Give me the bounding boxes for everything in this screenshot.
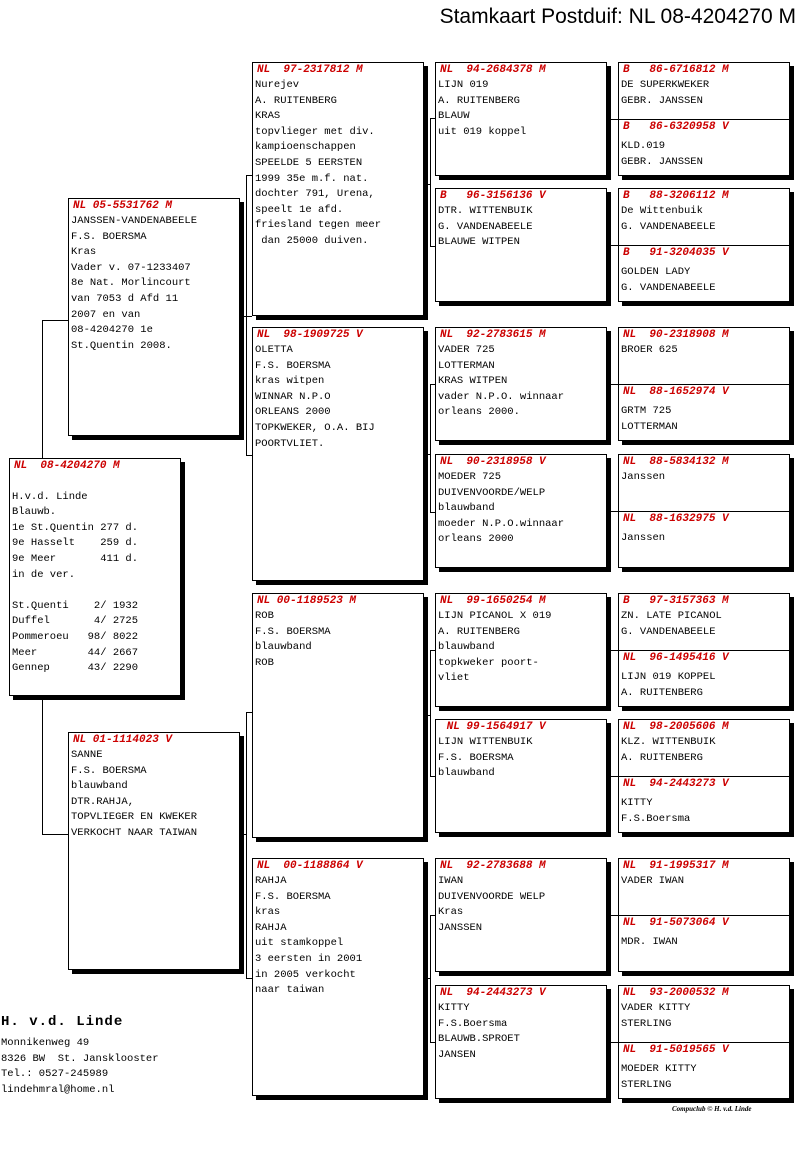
connector-line	[430, 1042, 436, 1043]
ggp-fff-details: LIJN 019 A. RUITENBERG BLAUW uit 019 koppel	[438, 79, 527, 138]
ggp-mfm-details: LIJN WITTENBUIK F.S. BOERSMA blauwband	[438, 736, 533, 780]
granddam-maternal-card	[252, 858, 424, 1096]
grandsire-maternal-ring: NL 00-1189523 M	[257, 595, 357, 607]
ggp-fmf-card	[435, 327, 607, 441]
granddam-maternal-details: RAHJA F.S. BOERSMA kras RAHJA uit stamkoppel 3 eersten in 2001 in 2005 verkocht naar taiwan	[255, 875, 363, 997]
subject-details: H.v.d. Linde Blauwb. 1e St.Quentin 277 d. 9e Hasselt 259 d. 9e Meer 411 d. in de ver. St.Quenti 2/ 1932 Duffel 4/ 2725 Pommeroeu 98/ 8022 Meer 44/ 2667 Gennep 43/ 2290	[12, 490, 139, 675]
gggp-7-ring: NL 88-5834132 M	[623, 456, 729, 468]
gggp-pair-8	[618, 985, 790, 1099]
grandsire-paternal-ring: NL 97-2317812 M	[257, 64, 363, 76]
owner-email[interactable]: lindehmral@home.nl	[1, 1083, 115, 1096]
connector-line	[424, 715, 431, 716]
connector-line	[607, 511, 618, 512]
grandsire-maternal-details: ROB F.S. BOERSMA blauwband ROB	[255, 610, 331, 669]
ggp-mff-card	[435, 593, 607, 707]
ggp-mmm-ring: NL 94-2443273 V	[440, 987, 546, 999]
gggp-14-ring: NL 91-5073064 V	[623, 917, 729, 929]
connector-line	[246, 175, 253, 176]
connector-line	[430, 915, 436, 916]
connector-line	[430, 118, 431, 246]
ggp-fmm-ring: NL 90-2318958 V	[440, 456, 546, 468]
connector-line	[430, 384, 431, 512]
connector-line	[607, 650, 618, 651]
connector-line	[246, 712, 253, 713]
ggp-ffm-details: DTR. WITTENBUIK G. VANDENABEELE BLAUWE WITPEN	[438, 205, 533, 249]
gggp-2-details: KLD.019 GEBR. JANSSEN	[621, 140, 703, 168]
connector-line	[246, 455, 253, 456]
connector-line	[424, 454, 431, 455]
connector-line	[607, 245, 618, 246]
gggp-1-ring: B 86-6716812 M	[623, 64, 729, 76]
gggp-pair-2	[618, 188, 790, 302]
gggp-3-details: De Wittenbuik G. VANDENABEELE	[621, 205, 716, 233]
grandsire-paternal-card	[252, 62, 424, 316]
gggp-pair-6	[618, 719, 790, 833]
ggp-mmf-ring: NL 92-2783688 M	[440, 860, 546, 872]
mother-ring-number: NL 01-1114023 V	[73, 734, 173, 746]
gggp-pair-3	[618, 327, 790, 441]
ggp-mff-details: LIJN PICANOL X 019 A. RUITENBERG blauwband topkweker poort- vliet	[438, 610, 552, 685]
ggp-fmf-details: VADER 725 LOTTERMAN KRAS WITPEN vader N.P.O. winnaar orleans 2000.	[438, 344, 565, 419]
gggp-7-details: Janssen	[621, 471, 666, 483]
ggp-fmm-card	[435, 454, 607, 568]
connector-line	[430, 776, 436, 777]
gggp-8-details: Janssen	[621, 532, 666, 544]
connector-line	[42, 700, 43, 834]
gggp-4-ring: B 91-3204035 V	[623, 247, 729, 259]
gggp-5-ring: NL 90-2318908 M	[623, 329, 729, 341]
ggp-mfm-card	[435, 719, 607, 833]
father-card	[68, 198, 240, 436]
owner-city: 8326 BW St. Jansklooster	[1, 1052, 159, 1065]
connector-line	[607, 776, 618, 777]
ggp-ffm-ring: B 96-3156136 V	[440, 190, 546, 202]
gggp-13-ring: NL 91-1995317 M	[623, 860, 729, 872]
connector-line	[430, 246, 436, 247]
gggp-13-details: VADER IWAN	[621, 875, 685, 887]
connector-line	[430, 650, 431, 776]
connector-line	[430, 118, 436, 119]
subject-ring-number: NL 08-4204270 M	[14, 460, 120, 472]
connector-line	[430, 512, 436, 513]
connector-line	[607, 1042, 618, 1043]
father-ring-number: NL 05-5531762 M	[73, 200, 173, 212]
gggp-3-ring: B 88-3206112 M	[623, 190, 729, 202]
gggp-16-ring: NL 91-5019565 V	[623, 1044, 729, 1056]
grandsire-paternal-details: Nurejev A. RUITENBERG KRAS topvlieger met div. kampioenschappen SPEELDE 5 EERSTEN 1999 35e m.f. nat. dochter 791, Urena, speelt 1e afd. friesland tegen meer dan 25000 duiven.	[255, 79, 382, 247]
gggp-15-details: VADER KITTY STERLING	[621, 1002, 691, 1030]
owner-name: H. v.d. Linde	[1, 1014, 124, 1030]
connector-line	[607, 915, 618, 916]
connector-line	[424, 184, 431, 185]
gggp-10-details: LIJN 019 KOPPEL A. RUITENBERG	[621, 671, 716, 699]
ggp-mmf-details: IWAN DUIVENVOORDE WELP Kras JANSSEN	[438, 875, 546, 934]
gggp-16-details: MOEDER KITTY STERLING	[621, 1063, 697, 1091]
granddam-maternal-ring: NL 00-1188864 V	[257, 860, 363, 872]
father-details: JANSSEN-VANDENABEELE F.S. BOERSMA Kras Vader v. 07-1233407 8e Nat. Morlincourt van 7053 d Afd 11 2007 en van 08-4204270 1e St.Quentin 2008.	[71, 215, 198, 352]
granddam-paternal-card	[252, 327, 424, 581]
owner-street: Monnikenweg 49	[1, 1037, 90, 1049]
gggp-11-details: KLZ. WITTENBUIK A. RUITENBERG	[621, 736, 716, 764]
mother-card	[68, 732, 240, 970]
ggp-fmm-details: MOEDER 725 DUIVENVOORDE/WELP blauwband moeder N.P.O.winnaar orleans 2000	[438, 471, 565, 546]
gggp-15-ring: NL 93-2000532 M	[623, 987, 729, 999]
subject-bird-card	[9, 458, 181, 696]
mother-details: SANNE F.S. BOERSMA blauwband DTR.RAHJA, TOPVLIEGER EN KWEKER VERKOCHT NAAR TAIWAN	[71, 749, 198, 839]
gggp-9-ring: B 97-3157363 M	[623, 595, 729, 607]
granddam-paternal-details: OLETTA F.S. BOERSMA kras witpen WINNAR N.P.O ORLEANS 2000 TOPKWEKER, O.A. BIJ POORTVLIET.	[255, 344, 375, 450]
granddam-paternal-ring: NL 98-1909725 V	[257, 329, 363, 341]
connector-line	[246, 978, 253, 979]
connector-line	[246, 175, 247, 455]
footer-credit: Compuclub © H. v.d. Linde	[672, 1105, 752, 1113]
connector-line	[246, 712, 247, 978]
gggp-11-ring: NL 98-2005606 M	[623, 721, 729, 733]
gggp-10-ring: NL 96-1495416 V	[623, 652, 729, 664]
ggp-fff-card	[435, 62, 607, 176]
gggp-8-ring: NL 88-1632975 V	[623, 513, 729, 525]
gggp-pair-4	[618, 454, 790, 568]
gggp-6-ring: NL 88-1652974 V	[623, 386, 729, 398]
gggp-12-details: KITTY F.S.Boersma	[621, 797, 691, 825]
ggp-mff-ring: NL 99-1650254 M	[440, 595, 546, 607]
gggp-5-details: BROER 625	[621, 344, 678, 356]
connector-line	[430, 384, 436, 385]
owner-phone: Tel.: 0527-245989	[1, 1068, 109, 1080]
ggp-fmf-ring: NL 92-2783615 M	[440, 329, 546, 341]
ggp-mmm-card	[435, 985, 607, 1099]
gggp-4-details: GOLDEN LADY G. VANDENABEELE	[621, 266, 716, 294]
gggp-pair-1	[618, 62, 790, 176]
gggp-12-ring: NL 94-2443273 V	[623, 778, 729, 790]
ggp-mfm-ring: NL 99-1564917 V	[440, 721, 546, 733]
connector-line	[42, 320, 69, 321]
gggp-6-details: GRTM 725 LOTTERMAN	[621, 405, 678, 433]
gggp-pair-5	[618, 593, 790, 707]
owner-address	[1, 1014, 159, 1098]
ggp-mmm-details: KITTY F.S.Boersma BLAUWB.SPROET JANSEN	[438, 1002, 520, 1061]
gggp-1-details: DE SUPERKWEKER GEBR. JANSSEN	[621, 79, 710, 107]
page-title: Stamkaart Postduif: NL 08-4204270 M	[439, 5, 796, 28]
connector-line	[42, 834, 69, 835]
connector-line	[424, 978, 431, 979]
gggp-14-details: MDR. IWAN	[621, 936, 678, 948]
gggp-9-details: ZN. LATE PICANOL G. VANDENABEELE	[621, 610, 722, 638]
gggp-pair-7	[618, 858, 790, 972]
connector-line	[607, 384, 618, 385]
ggp-ffm-card	[435, 188, 607, 302]
grandsire-maternal-card	[252, 593, 424, 838]
connector-line	[430, 650, 436, 651]
connector-line	[607, 119, 618, 120]
connector-line	[42, 320, 43, 458]
ggp-mmf-card	[435, 858, 607, 972]
gggp-2-ring: B 86-6320958 V	[623, 121, 729, 133]
ggp-fff-ring: NL 94-2684378 M	[440, 64, 546, 76]
